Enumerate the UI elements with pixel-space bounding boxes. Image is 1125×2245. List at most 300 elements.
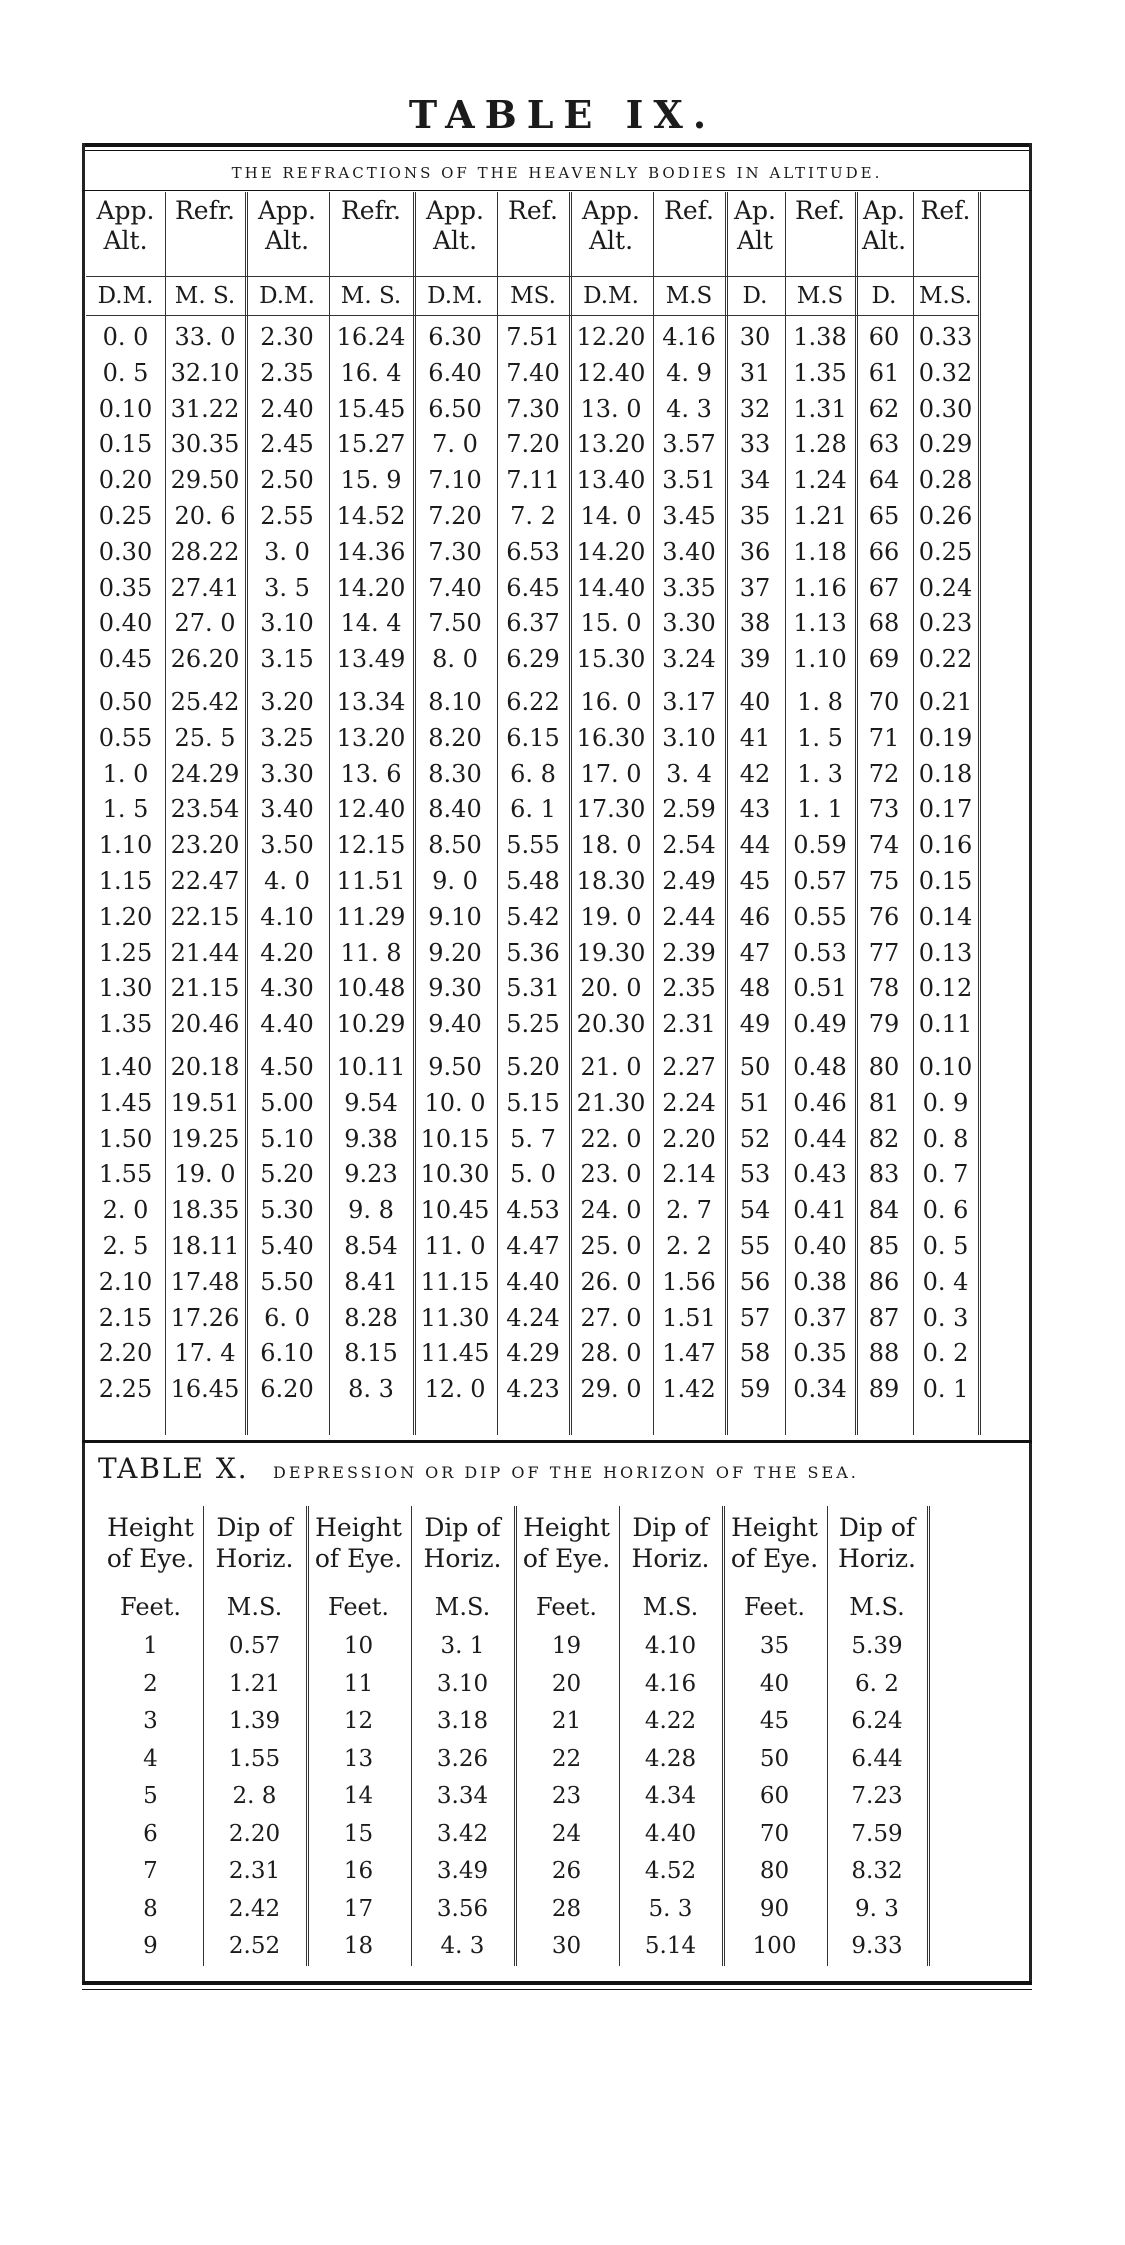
table-cell: 3.40 — [260, 795, 314, 824]
table-cell: 7.40 — [506, 358, 560, 387]
column-unit: M.S. — [434, 1593, 491, 1621]
table-cell: 1.30 — [98, 974, 153, 1003]
table-cell: 68 — [868, 609, 900, 638]
table-cell: 0.41 — [793, 1196, 847, 1225]
table-cell: 4. 0 — [264, 866, 310, 895]
table-cell: 9. 3 — [855, 1895, 899, 1922]
table-cell: 1.38 — [793, 323, 847, 351]
table-cell: 72 — [868, 759, 900, 788]
table-cell: 3.49 — [436, 1858, 489, 1884]
table-cell: 0.24 — [918, 573, 973, 602]
table-cell: 9 — [143, 1933, 158, 1959]
table-cell: 14. 0 — [580, 501, 642, 530]
table-cell: 48 — [739, 974, 771, 1003]
table-cell: 2.20 — [662, 1124, 716, 1153]
table-cell: 11.45 — [420, 1339, 490, 1368]
column-unit: Feet. — [535, 1593, 598, 1621]
table-cell: 0.10 — [918, 1052, 973, 1081]
table-cell: 15.30 — [576, 645, 646, 674]
table-cell: 1.15 — [98, 866, 153, 895]
column-unit: M.S — [653, 276, 725, 316]
table-cell: 1.50 — [98, 1124, 153, 1153]
table-cell: 20.30 — [576, 1010, 646, 1039]
table-cell: 9.38 — [344, 1124, 398, 1153]
table-cell: 60 — [759, 1783, 790, 1809]
table-cell: 6.30 — [428, 323, 482, 351]
table-cell: 0. 4 — [922, 1267, 969, 1296]
column-header: Height of Eye. — [314, 1513, 403, 1573]
table-cell: 0.59 — [793, 831, 847, 860]
refraction-column — [86, 192, 166, 1435]
table-cell: 5. 7 — [510, 1124, 556, 1153]
table-cell: 1. 8 — [797, 687, 843, 716]
table-cell: 0.49 — [793, 1010, 847, 1039]
table-cell: 1.51 — [662, 1303, 716, 1332]
table-cell: 1. 0 — [102, 759, 149, 788]
table-cell: 5.20 — [260, 1160, 314, 1189]
table-cell: 3.42 — [436, 1820, 489, 1847]
table-cell: 0.19 — [918, 723, 973, 752]
column-unit: Feet. — [119, 1593, 182, 1621]
table-cell: 2. 7 — [666, 1196, 712, 1225]
table-cell: 35 — [739, 501, 771, 530]
table-cell: 12. 0 — [424, 1375, 486, 1404]
table-cell: 7.20 — [506, 430, 560, 459]
table-cell: 13 — [343, 1745, 374, 1772]
table-cell: 71 — [868, 723, 900, 752]
table-cell: 24.29 — [170, 759, 240, 788]
column-header: Refr. — [340, 196, 402, 225]
table-cell: 7 — [143, 1858, 158, 1884]
table-cell: 41 — [739, 723, 771, 752]
table-cell: 2. 8 — [232, 1783, 277, 1809]
table-cell: 26 — [551, 1858, 582, 1884]
table-cell: 4.16 — [662, 323, 716, 351]
table-cell: 0.55 — [793, 902, 847, 931]
table-cell: 21.30 — [576, 1088, 646, 1117]
table-cell: 45 — [739, 866, 771, 895]
table-cell: 0.34 — [793, 1375, 847, 1404]
table-cell: 6.10 — [260, 1339, 314, 1368]
table-cell: 2.24 — [662, 1088, 716, 1117]
table-cell: 4.24 — [506, 1303, 560, 1332]
table-cell: 51 — [739, 1088, 771, 1117]
table-cell: 23 — [551, 1783, 582, 1809]
table-cell: 2.50 — [260, 466, 314, 495]
table-cell: 7.10 — [428, 466, 482, 495]
table-cell: 1.28 — [793, 430, 847, 459]
table-cell: 2.35 — [662, 974, 716, 1003]
table-cell: 47 — [739, 938, 771, 967]
table-cell: 3.51 — [662, 466, 716, 495]
table-cell: 0.12 — [918, 974, 973, 1003]
table-cell: 23. 0 — [580, 1160, 642, 1189]
table-cell: 0.45 — [98, 645, 153, 674]
table-cell: 5.10 — [260, 1124, 314, 1153]
column-header: Dip of Horiz. — [838, 1513, 916, 1573]
table-cell: 2.15 — [98, 1303, 153, 1332]
table-cell: 79 — [868, 1010, 900, 1039]
dip-table — [98, 1506, 998, 1966]
table-cell: 37 — [739, 573, 771, 602]
refraction-column — [569, 192, 654, 1435]
table-cell: 1.55 — [98, 1160, 153, 1189]
table-cell: 6.29 — [506, 645, 560, 674]
table-cell: 54 — [739, 1196, 771, 1225]
table-cell: 7.11 — [506, 466, 560, 495]
table-cell: 9.20 — [428, 938, 482, 967]
table-cell: 15.27 — [336, 430, 406, 459]
table-cell: 3.50 — [260, 831, 314, 860]
table-cell: 0. 5 — [102, 358, 149, 387]
table-cell: 44 — [739, 831, 771, 860]
table-cell: 5.40 — [260, 1231, 314, 1260]
table-cell: 10.48 — [336, 974, 406, 1003]
table-cell: 4.10 — [260, 902, 314, 931]
table-cell: 6.40 — [428, 358, 482, 387]
table-cell: 2.35 — [260, 358, 314, 387]
table-cell: 0.13 — [918, 938, 973, 967]
table-cell: 1. 3 — [797, 759, 843, 788]
table-cell: 8.40 — [428, 795, 482, 824]
table-cell: 17.48 — [170, 1267, 240, 1296]
table-cell: 5.36 — [506, 938, 560, 967]
table-cell: 3 — [143, 1708, 158, 1734]
table-cell: 7.59 — [851, 1820, 903, 1847]
table-cell: 5.55 — [506, 831, 560, 860]
table-cell: 30 — [551, 1933, 582, 1959]
table-cell: 0.50 — [98, 687, 153, 716]
table-cell: 2 — [143, 1670, 158, 1697]
table-cell: 9.30 — [428, 974, 482, 1003]
column-header: Height of Eye. — [106, 1513, 195, 1573]
table-cell: 0.14 — [918, 902, 973, 931]
column-unit: M.S. — [226, 1593, 283, 1621]
table-cell: 3.25 — [260, 723, 314, 752]
table-cell: 0.44 — [793, 1124, 847, 1153]
table-cell: 0.40 — [793, 1231, 847, 1260]
table-cell: 59 — [739, 1375, 771, 1404]
table-cell: 6. 8 — [510, 759, 556, 788]
table-cell: 69 — [868, 645, 900, 674]
table-cell: 5. 3 — [648, 1895, 693, 1922]
table-cell: 4.40 — [260, 1010, 314, 1039]
table-cell: 7.20 — [428, 501, 482, 530]
table-cell: 64 — [868, 466, 900, 495]
refraction-column — [329, 192, 416, 1435]
table-cell: 0.37 — [793, 1303, 847, 1332]
table-cell: 4.50 — [260, 1052, 314, 1081]
column-unit: M. S. — [165, 276, 245, 316]
table-cell: 6.53 — [506, 537, 560, 566]
table-cell: 0.10 — [98, 394, 153, 423]
column-header: Ref. — [508, 196, 558, 225]
table-cell: 2.54 — [662, 831, 716, 860]
table-cell: 4.40 — [644, 1820, 697, 1847]
table-cell: 4.28 — [644, 1745, 697, 1772]
table-cell: 6.45 — [506, 573, 560, 602]
bottom-rule — [82, 1981, 1032, 1985]
table-cell: 3.10 — [260, 609, 314, 638]
table-cell: 13. 6 — [340, 759, 402, 788]
table-cell: 4. 3 — [440, 1933, 485, 1959]
table-cell: 20.18 — [170, 1052, 240, 1081]
column-unit: Feet. — [743, 1593, 806, 1621]
column-header: App. Alt. — [96, 196, 155, 255]
table-cell: 21.44 — [170, 938, 240, 967]
table-cell: 70 — [759, 1820, 790, 1847]
caption-rule — [82, 190, 1032, 191]
table-cell: 30.35 — [170, 430, 240, 459]
table-cell: 1.42 — [662, 1375, 716, 1404]
table-cell: 3.15 — [260, 645, 314, 674]
table-cell: 4.30 — [260, 974, 314, 1003]
table-cell: 84 — [868, 1196, 900, 1225]
table-cell: 28 — [551, 1895, 582, 1922]
table-cell: 15 — [343, 1820, 374, 1847]
column-unit: D.M. — [413, 276, 497, 316]
table-cell: 0.30 — [918, 394, 973, 423]
table-cell: 2.52 — [228, 1933, 281, 1959]
column-header: App. Alt. — [257, 196, 316, 255]
table-cell: 12.20 — [576, 323, 646, 351]
table-cell: 31.22 — [170, 394, 240, 423]
table-cell: 32.10 — [170, 358, 240, 387]
table-cell: 3.34 — [436, 1783, 489, 1809]
table-cell: 5.31 — [506, 974, 560, 1003]
table-cell: 8.50 — [428, 831, 482, 860]
refraction-column — [855, 192, 914, 1435]
table-cell: 11.51 — [336, 866, 406, 895]
table-cell: 4. 9 — [666, 358, 712, 387]
table-cell: 83 — [868, 1160, 900, 1189]
table-cell: 14.52 — [336, 501, 406, 530]
table-cell: 36 — [739, 537, 771, 566]
table-cell: 3.18 — [436, 1708, 489, 1734]
table-cell: 5 — [143, 1783, 158, 1809]
table-cell: 9.23 — [344, 1160, 398, 1189]
table-cell: 1.21 — [228, 1670, 281, 1697]
table-cell: 2.25 — [98, 1375, 153, 1404]
table-cell: 9. 8 — [348, 1196, 394, 1225]
table-cell: 5.25 — [506, 1010, 560, 1039]
table-cell: 4.40 — [506, 1267, 560, 1296]
table-cell: 0. 0 — [102, 323, 149, 351]
column-unit: D.M. — [569, 276, 653, 316]
table-cell: 7.50 — [428, 609, 482, 638]
dip-column — [514, 1506, 620, 1966]
table-cell: 14. 4 — [340, 609, 402, 638]
table-cell: 0.30 — [98, 537, 153, 566]
table-cell: 18 — [343, 1933, 374, 1959]
table-cell: 15. 0 — [580, 609, 642, 638]
table-cell: 1.39 — [228, 1708, 281, 1734]
table-cell: 19.30 — [576, 938, 646, 967]
table-cell: 2. 0 — [102, 1196, 149, 1225]
table-cell: 14.20 — [576, 537, 646, 566]
refraction-table — [86, 192, 1028, 1435]
table-cell: 90 — [759, 1895, 790, 1922]
table-cell: 0.15 — [98, 430, 153, 459]
table-cell: 21. 0 — [580, 1052, 642, 1081]
table-cell: 0. 5 — [922, 1231, 969, 1260]
table-cell: 5.48 — [506, 866, 560, 895]
table9-caption: THE REFRACTIONS OF THE HEAVENLY BODIES IN ALTITUDE. — [231, 164, 883, 182]
table-cell: 4.29 — [506, 1339, 560, 1368]
table-cell: 0.15 — [918, 866, 973, 895]
table-cell: 11. 8 — [340, 938, 402, 967]
table-cell: 8. 0 — [432, 645, 478, 674]
table-cell: 1.47 — [662, 1339, 716, 1368]
table-cell: 18.30 — [576, 866, 646, 895]
table-cell: 4.10 — [644, 1633, 697, 1659]
table-cell: 0.17 — [918, 795, 973, 824]
table-cell: 49 — [739, 1010, 771, 1039]
table-cell: 11 — [343, 1670, 374, 1697]
page-title: TABLE IX. — [408, 92, 717, 137]
table-cell: 3.20 — [260, 687, 314, 716]
table-cell: 4.16 — [644, 1670, 697, 1697]
column-unit: M.S. — [642, 1593, 699, 1621]
table-cell: 1. 5 — [102, 795, 149, 824]
table-cell: 87 — [868, 1303, 900, 1332]
table-cell: 10.29 — [336, 1010, 406, 1039]
table-cell: 18. 0 — [580, 831, 642, 860]
table-cell: 61 — [868, 358, 900, 387]
table-cell: 5.50 — [260, 1267, 314, 1296]
table-cell: 1.55 — [228, 1745, 281, 1772]
table-cell: 89 — [868, 1375, 900, 1404]
table-cell: 0.28 — [918, 466, 973, 495]
column-unit: Feet. — [327, 1593, 390, 1621]
table-cell: 1.13 — [793, 609, 847, 638]
column-header: Ref. — [664, 196, 714, 225]
table-cell: 2.55 — [260, 501, 314, 530]
table-cell: 11.15 — [420, 1267, 490, 1296]
table-cell: 21.15 — [170, 974, 240, 1003]
table-cell: 2.10 — [98, 1267, 153, 1296]
table-cell: 0.29 — [918, 430, 973, 459]
table-cell: 76 — [868, 902, 900, 931]
table-cell: 0.21 — [918, 687, 973, 716]
table-cell: 8.54 — [344, 1231, 398, 1260]
table-cell: 28.22 — [170, 537, 240, 566]
table-cell: 0.48 — [793, 1052, 847, 1081]
table-cell: 1.18 — [793, 537, 847, 566]
table-cell: 78 — [868, 974, 900, 1003]
table-cell: 8.28 — [344, 1303, 398, 1332]
table-cell: 58 — [739, 1339, 771, 1368]
table-cell: 2.31 — [662, 1010, 716, 1039]
table-cell: 27. 0 — [580, 1303, 642, 1332]
table-cell: 53 — [739, 1160, 771, 1189]
table-cell: 3.35 — [662, 573, 716, 602]
table-cell: 4.52 — [644, 1858, 697, 1884]
table-cell: 10 — [343, 1633, 374, 1659]
table-cell: 26. 0 — [580, 1267, 642, 1296]
table-cell: 22 — [551, 1745, 582, 1772]
table-cell: 2.31 — [228, 1858, 281, 1884]
table-cell: 22.15 — [170, 902, 240, 931]
table-cell: 4.22 — [644, 1708, 697, 1734]
table-cell: 8.20 — [428, 723, 482, 752]
table-cell: 13.20 — [336, 723, 406, 752]
table-cell: 10.45 — [420, 1196, 490, 1225]
table-cell: 6.22 — [506, 687, 560, 716]
table-cell: 2.20 — [228, 1820, 281, 1847]
table-cell: 16 — [343, 1858, 374, 1884]
table-cell: 3. 4 — [666, 759, 712, 788]
table-cell: 73 — [868, 795, 900, 824]
table-cell: 5.42 — [506, 902, 560, 931]
table-cell: 22. 0 — [580, 1124, 642, 1153]
table-cell: 67 — [868, 573, 900, 602]
table-cell: 3.30 — [662, 609, 716, 638]
table-cell: 7.30 — [506, 394, 560, 423]
refraction-column — [653, 192, 728, 1435]
table-cell: 1.10 — [793, 645, 847, 674]
table-cell: 0.40 — [98, 609, 153, 638]
table-cell: 8. 3 — [348, 1375, 394, 1404]
table-cell: 62 — [868, 394, 900, 423]
table-cell: 21 — [551, 1708, 582, 1734]
table-cell: 0. 8 — [922, 1124, 969, 1153]
table-cell: 6.44 — [851, 1745, 903, 1772]
table-cell: 2.45 — [260, 430, 314, 459]
table-cell: 14.20 — [336, 573, 406, 602]
table-cell: 1.45 — [98, 1088, 153, 1117]
table-cell: 11.30 — [420, 1303, 490, 1332]
dip-column — [619, 1506, 725, 1966]
table-cell: 9.10 — [428, 902, 482, 931]
table-cell: 42 — [739, 759, 771, 788]
table-cell: 3.30 — [260, 759, 314, 788]
table-cell: 3. 0 — [264, 537, 310, 566]
table-cell: 1.10 — [98, 831, 153, 860]
table-cell: 0. 9 — [922, 1088, 969, 1117]
table-cell: 80 — [868, 1052, 900, 1081]
table-cell: 6.37 — [506, 609, 560, 638]
table-cell: 33. 0 — [174, 323, 236, 351]
refraction-column — [497, 192, 572, 1435]
table-cell: 0.57 — [793, 866, 847, 895]
refraction-column — [245, 192, 330, 1435]
table-cell: 2. 2 — [666, 1231, 712, 1260]
bottom-rule-thin — [82, 1989, 1032, 1990]
column-unit: D.M. — [86, 276, 165, 316]
table-cell: 2.40 — [260, 394, 314, 423]
table-cell: 6 — [143, 1820, 158, 1847]
table-cell: 20. 6 — [174, 501, 236, 530]
table-cell: 4.47 — [506, 1231, 560, 1260]
table-cell: 60 — [868, 323, 900, 351]
table-cell: 26.20 — [170, 645, 240, 674]
column-unit: M.S — [785, 276, 855, 316]
column-unit: MS. — [497, 276, 569, 316]
table-cell: 0.23 — [918, 609, 973, 638]
table-cell: 3.40 — [662, 537, 716, 566]
table-cell: 12.15 — [336, 831, 406, 860]
column-header: App. Alt. — [425, 196, 484, 255]
table-cell: 16.45 — [170, 1375, 240, 1404]
table-cell: 9.54 — [344, 1088, 398, 1117]
table-cell: 13.34 — [336, 687, 406, 716]
table-cell: 11.29 — [336, 902, 406, 931]
column-header: Ref. — [920, 196, 971, 225]
table-cell: 13.40 — [576, 466, 646, 495]
table-cell: 16.24 — [336, 323, 406, 351]
column-unit: M.S. — [849, 1593, 905, 1621]
